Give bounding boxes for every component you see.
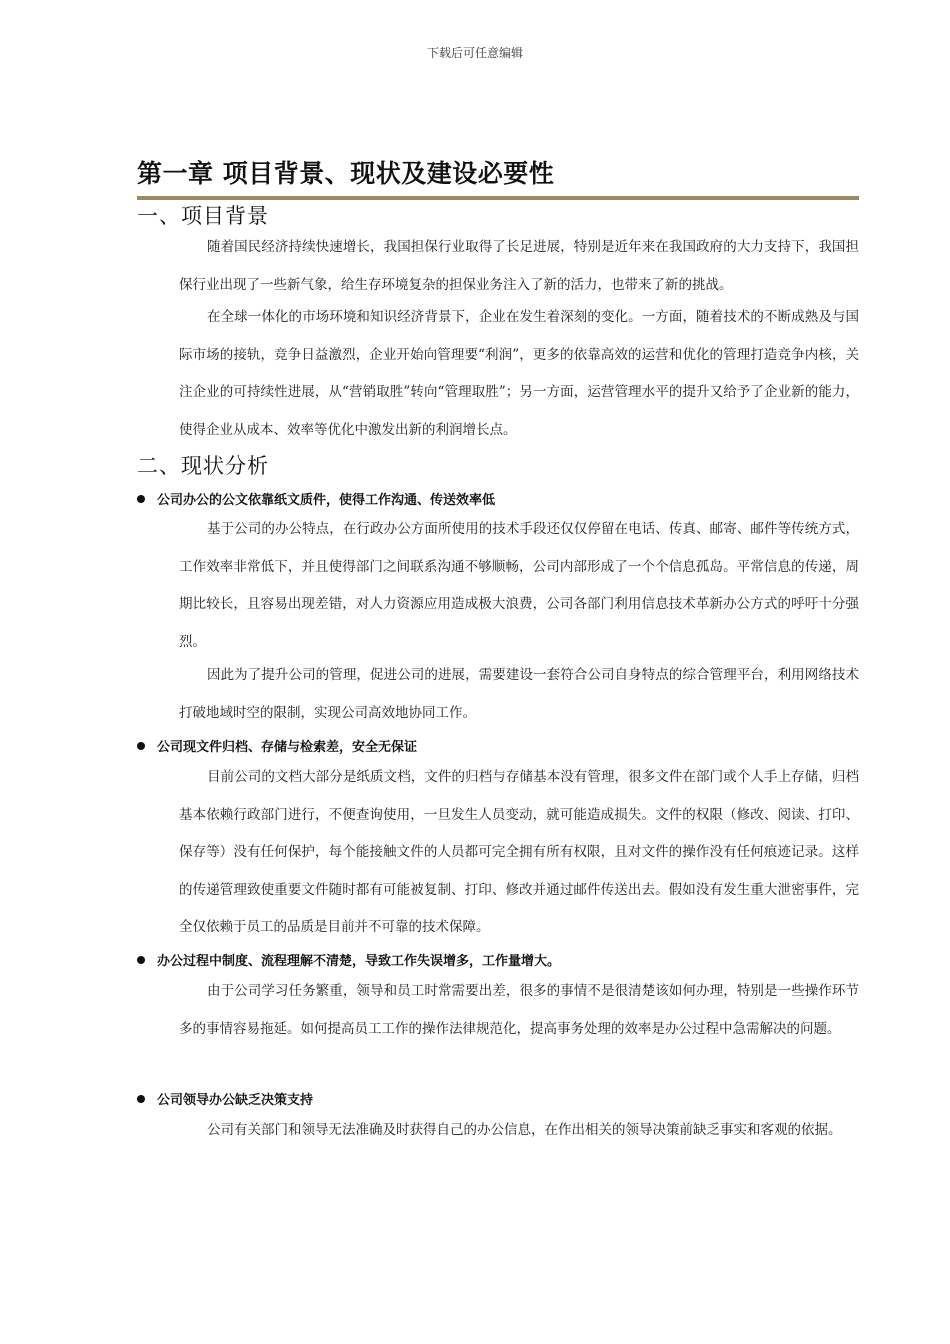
section-title-background: 一、项目背景 xyxy=(137,204,269,228)
header-note: 下载后可任意编辑 xyxy=(426,46,523,60)
bullet-dot-icon xyxy=(137,1095,145,1103)
paragraph: 公司有关部门和领导无法准确及时获得自己的办公信息，在作出相关的领导决策前缺乏事实和客观的依据。 xyxy=(207,1122,842,1138)
bullet-heading-text: 公司领导办公缺乏决策支持 xyxy=(157,1093,314,1108)
bullet-dot-icon xyxy=(137,495,145,503)
paragraph: 在全球一体化的市场环境和知识经济背景下，企业在发生着深刻的变化。一方面，随着技术的不断成熟及与国际市场的接轨，竞争日益激烈，企业开始向管理要“利润”，更多的依靠高效的运营和优化的管理打造竞争内核，关注企业的可持续性进展，从“营销取胜”转向“管理取胜”；另一方面，运营管理水平的提升又给予了企业新的能力，使得企业从成本、效率等优化中激发出新的利润增长点。 xyxy=(179,309,859,438)
paragraph: 由于公司学习任务繁重，领导和员工时常需要出差，很多的事情不是很清楚该如何办理，特别是一些操作环节多的事情容易拖延。如何提高员工工作的操作法律规范化，提高事务处理的效率是办公过程中急需解决的问题。 xyxy=(179,983,859,1037)
bullet-heading-text: 公司现文件归档、存储与检索差，安全无保证 xyxy=(157,740,418,755)
bullet-heading xyxy=(137,1089,313,1108)
bullet-heading xyxy=(137,950,560,969)
chapter-title: 第一章 项目背景、现状及建设必要性 xyxy=(137,159,555,188)
bullet-heading xyxy=(137,736,417,755)
paragraph: 随着国民经济持续快速增长，我国担保行业取得了长足进展，特别是近年来在我国政府的大力支持下，我国担保行业出现了一些新气象，给生存环境复杂的担保业务注入了新的活力，也带来了新的挑战。 xyxy=(179,239,859,293)
bullet-dot-icon xyxy=(137,956,145,964)
bullet-heading xyxy=(137,489,495,508)
bullet-heading-text: 公司办公的公文依靠纸文质件，使得工作沟通、传送效率低 xyxy=(157,493,496,508)
paragraph: 基于公司的办公特点，在行政办公方面所使用的技术手段还仅仅停留在电话、传真、邮寄、邮件等传统方式，工作效率非常低下，并且使得部门之间联系沟通不够顺畅，公司内部形成了一个个信息孤岛。平常信息的传递，周期比较长，且容易出现差错，对人力资源应用造成极大浪费，公司各部门利用信息技术革新办公方式的呼吁十分强烈。 xyxy=(179,521,859,650)
bullet-heading-text: 办公过程中制度、流程理解不清楚，导致工作失误增多，工作量增大。 xyxy=(157,954,561,969)
paragraph: 因此为了提升公司的管理，促进公司的进展，需要建设一套符合公司自身特点的综合管理平台，利用网络技术打破地域时空的限制，实现公司高效地协同工作。 xyxy=(179,667,859,721)
paragraph: 目前公司的文档大部分是纸质文档，文件的归档与存储基本没有管理，很多文件在部门或个人手上存储，归档基本依赖行政部门进行，不便查询使用，一旦发生人员变动，就可能造成损失。文件的权限（修改、阅读、打印、保存等）没有任何保护，每个能接触文件的人员都可完全拥有所有权限，且对文件的操作没有任何痕迹记录。这样的传递管理致使重要文件随时都有可能被复制、打印、修改并通过邮件传送出去。假如没有发生重大泄密事件，完全仅依赖于员工的品质是目前并不可靠的技术保障。 xyxy=(179,769,859,935)
bullet-dot-icon xyxy=(137,742,145,750)
section-title-status: 二、现状分析 xyxy=(137,454,269,478)
